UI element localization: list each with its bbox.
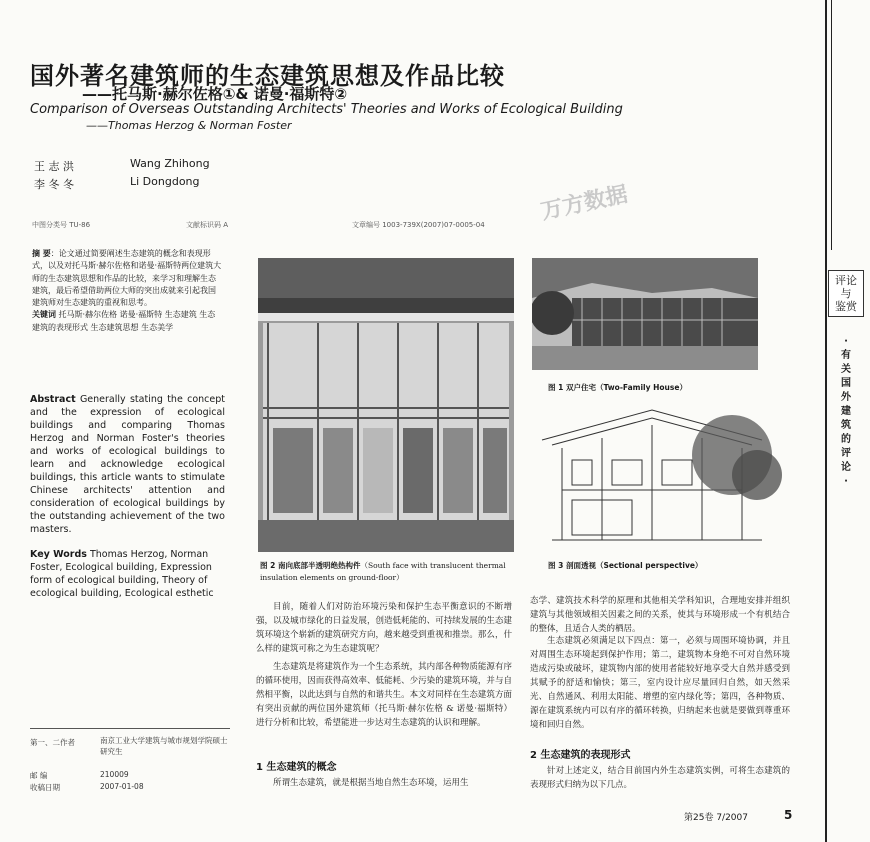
- figure-2-caption: [260, 560, 520, 584]
- author-2-en: Li Dongdong: [130, 175, 200, 188]
- document-code: 文献标识码 A: [186, 221, 229, 229]
- page-number: 5: [784, 808, 793, 822]
- section-tag-line-1: 评论: [835, 274, 857, 287]
- class-number: 中图分类号 TU-86: [32, 221, 91, 229]
- title-en: Comparison of Overseas Outstanding Architects' Theories and Works of Ecological Building: [30, 102, 623, 117]
- author-unit-value: 南京工业大学建筑与城市规划学院硕士研究生: [100, 736, 228, 756]
- author-1-cn: 王 志 洪: [34, 160, 74, 173]
- abstract-cn-text: ：论文通过简要阐述生态建筑的概念和表现形式，以及对托马斯·赫尔佐格和诺曼·福斯特两位建筑大师的生态建筑思想和作品的比较，来学习和理解生态建筑，最后希望借助两位大师的突出成就来引起我国建筑师对生态建筑的重视和思考。: [32, 249, 222, 308]
- section-vertical-label: [836, 335, 856, 489]
- section-2-heading: 2 生态建筑的表现形式: [530, 750, 631, 761]
- section-tag-line-2: 与: [840, 287, 852, 300]
- keywords-cn-label: 关键词: [32, 310, 56, 320]
- vertical-char: ·: [844, 336, 848, 347]
- keywords-en: [30, 548, 225, 600]
- zip-label: 邮 编: [30, 771, 48, 780]
- subtitle-cn: ——托马斯·赫尔佐格①& 诺曼·福斯特②: [82, 85, 348, 103]
- vertical-char: ·: [844, 476, 848, 487]
- body-col2-p3: 针对上述定义，结合目前国内外生态建筑实例，可将生态建筑的表现形式归纳为以下几点。: [530, 766, 790, 790]
- body-col2-p2: 生态建筑必须满足以下四点：第一，必须与周围环境协调，并且对周围生态环境起到保护作用；第二，建筑物本身绝不可对自然环境造成污染或破坏，建筑物内部的使用者能较好地享受大自然并感受到其赋予的舒适和愉快；第三，室内设计应尽量回归自然，如天然采光、自然通风、利用太阳能、增塑的室内绿化等；第四，各种物质、源在建筑系统内可以有序的循环转换，归纳起来也就是要做到尊重环境和回归自然。: [530, 636, 790, 730]
- keywords-en-label: Key Words: [30, 549, 87, 560]
- received-value: 2007-01-08: [100, 782, 144, 791]
- received-label: 收稿日期: [30, 783, 60, 792]
- section-tag-line-3: 鉴赏: [835, 300, 857, 313]
- info-divider: [30, 728, 230, 729]
- issue-info: 第25卷 7/2007: [684, 813, 748, 823]
- vertical-char: 筑: [841, 420, 851, 431]
- title-cn: 国外著名建筑师的生态建筑思想及作品比较: [30, 62, 505, 90]
- subtitle-en: ——Thomas Herzog & Norman Foster: [86, 119, 292, 132]
- right-border-line: [825, 0, 827, 842]
- vertical-char: 有: [841, 350, 851, 361]
- author-2-cn: 李 冬 冬: [34, 178, 74, 191]
- vertical-char: 建: [841, 406, 851, 417]
- body-col2-p1: 态学、建筑技术科学的原理和其他相关学科知识，合理地安排并组织建筑与其他领域相关因素之间的关系，使其与环境形成一个有机结合的整体，且适合人类的栖居。: [530, 596, 790, 634]
- figure-1-photo: [532, 258, 758, 370]
- section-1-heading: 1 生态建筑的概念: [256, 762, 337, 773]
- article-number: 文章编号 1003-739X(2007)07-0005-04: [352, 221, 485, 229]
- zip-value: 210009: [100, 770, 129, 779]
- author-1-en: Wang Zhihong: [130, 157, 210, 170]
- abstract-en: [30, 393, 225, 536]
- author-unit-label: 第一、二作者: [30, 738, 75, 747]
- vertical-char: 评: [841, 448, 851, 459]
- body-col1-p3: 所谓生态建筑，就是根据当地自然生态环境，运用生: [273, 778, 469, 788]
- abstract-en-text: Generally stating the concept and the expression of ecological buildings and comparing Thomas Herzog and Norman Foster's theories and works of ecological buildings to learn and acknowledge ecological buildings, this article wants to stimulate Chinese architects' attention and consideration of ecological buildings by the outstanding achievement of the two masters.: [30, 394, 225, 535]
- vertical-char: 外: [841, 392, 851, 403]
- figure-3-caption: 图 3 剖面透视（Sectional perspective）: [548, 561, 703, 570]
- abstract-cn: [32, 248, 222, 334]
- figure-2-caption-en: （South face with translucent thermal insulation elements on ground-floor）: [260, 561, 506, 582]
- abstract-cn-label: 摘 要: [32, 249, 51, 258]
- body-col1-p1: 目前，随着人们对防治环境污染和保护生态平衡意识的不断增强，以及城市绿化的日益发展，创造低耗能的、可持续发展的生态建筑环境这个崭新的建筑研究方向，越来越受到重视和推崇。那么，什么样的建筑可称之为生态建筑呢？: [256, 602, 512, 654]
- vertical-char: 关: [841, 364, 851, 375]
- keywords-en-text: Thomas Herzog, Norman Foster, Ecological building, Expression form of ecological building, Theory of ecological building, Ecological esthetic: [30, 549, 214, 599]
- section-tag-box: [828, 270, 864, 317]
- right-border-line-2: [831, 0, 832, 250]
- figure-2-caption-cn: 图 2 南向底部半透明绝热构件: [260, 561, 361, 570]
- figure-2-photo: [258, 258, 514, 552]
- house-facade-image: [258, 258, 514, 552]
- two-family-house-image: [532, 258, 758, 370]
- vertical-char: 国: [841, 378, 851, 389]
- watermark: 万方数据: [538, 182, 631, 225]
- figure-1-caption: 图 1 双户住宅（Two-Family House）: [548, 383, 687, 392]
- keywords-cn-text: 托马斯·赫尔佐格 诺曼·福斯特 生态建筑 生态建筑的表现形式 生态建筑思想 生态美学: [32, 310, 216, 332]
- sectional-perspective-image: [532, 400, 782, 550]
- abstract-en-label: Abstract: [30, 394, 76, 405]
- vertical-char: 的: [841, 434, 851, 445]
- body-col1-p2: 生态建筑是将建筑作为一个生态系统，其内部各种物质能源有序的循环使用，因而获得高效率、低能耗、少污染的建筑环境，并与自然相平衡，以此达到与自然的和谐共生。本文对同样在生态建筑方面有突出贡献的两位国外建筑师（托马斯·赫尔佐格 & 诺曼·福斯特）进行分析和比较，希望能进一步达对生态建筑的认识和理解。: [256, 662, 512, 728]
- vertical-char: 论: [841, 462, 851, 473]
- figure-3-drawing: [532, 400, 782, 550]
